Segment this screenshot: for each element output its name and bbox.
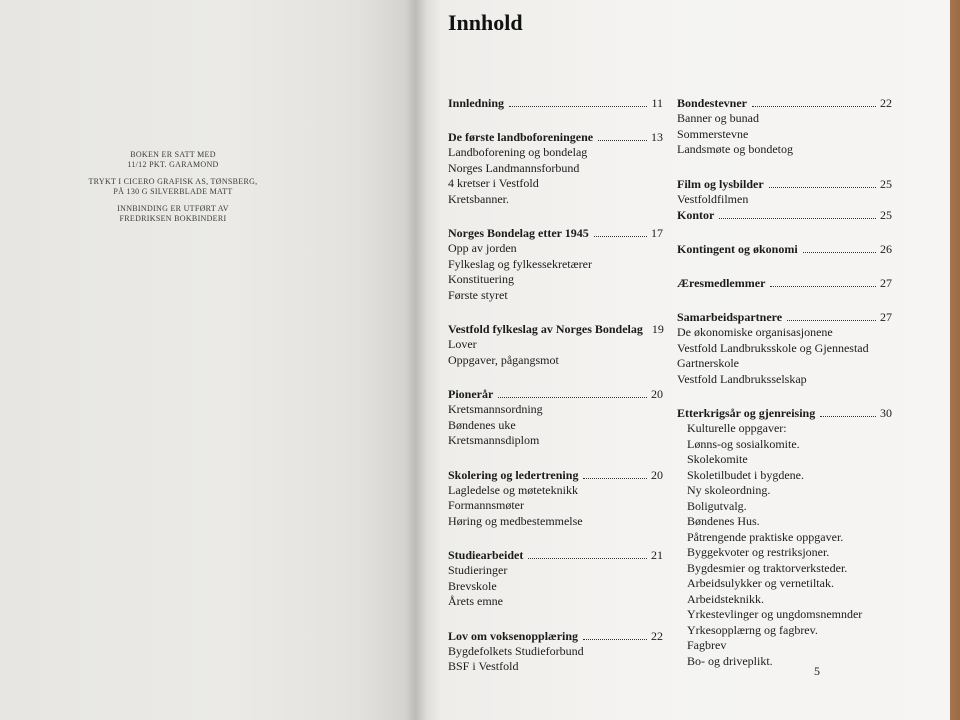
- toc-section: [448, 129, 663, 207]
- colophon-line: PÅ 130 G SILVERBLADE MATT: [113, 187, 233, 196]
- toc-heading-title: Studiearbeidet: [448, 548, 524, 562]
- toc-heading-title: Lov om voksenopplæring: [448, 628, 579, 643]
- toc-page-number: 25: [880, 208, 892, 222]
- toc-subitem: Arbeidsteknikk.: [687, 591, 764, 606]
- toc-page-number: 20: [651, 467, 663, 482]
- toc-section: [677, 95, 892, 158]
- toc-subitem: Studieringer: [448, 563, 508, 577]
- toc-page-number: 20: [651, 387, 663, 401]
- toc-subitem: Skoletilbudet i bygdene.: [687, 467, 804, 482]
- toc-leader-dots: [598, 140, 647, 141]
- toc-section: [448, 467, 663, 530]
- toc-subitem: Første styret: [448, 287, 508, 302]
- toc-heading: [448, 467, 663, 483]
- colophon: [68, 150, 278, 231]
- toc-subitem: Ny skoleordning.: [687, 483, 771, 497]
- toc-subitem: Lagledelse og møteteknikk: [448, 482, 578, 497]
- toc-section: [677, 275, 892, 291]
- toc-section: [677, 176, 892, 208]
- toc-heading: [677, 241, 892, 257]
- toc-page-number: 26: [880, 242, 892, 256]
- toc-page-number: 22: [880, 96, 892, 110]
- toc-subitem: Lover: [448, 337, 477, 351]
- toc-heading: [448, 547, 663, 563]
- toc-page-number: 19: [651, 322, 664, 336]
- toc-leader-dots: [583, 478, 647, 479]
- toc-subitem: Bøndenes Hus.: [687, 514, 760, 528]
- toc-subitem: Kretsmannsordning: [448, 402, 543, 416]
- toc-section: [677, 405, 892, 669]
- toc-heading: [448, 95, 663, 111]
- toc-subitem: Gartnerskole: [677, 356, 739, 370]
- toc-section: [448, 95, 663, 111]
- toc-heading: [677, 405, 892, 421]
- toc-heading-title: Vestfold fylkeslag av Norges Bondelag: [448, 322, 643, 336]
- toc-page-number: 11: [651, 96, 663, 110]
- page-title: Innhold: [448, 10, 523, 35]
- toc-heading-title: Etterkrigsår og gjenreising: [677, 406, 816, 420]
- toc-section: [448, 386, 663, 449]
- toc-heading: [448, 129, 663, 145]
- toc-subitem: Bygdefolkets Studieforbund: [448, 643, 584, 658]
- colophon-line: FREDRIKSEN BOKBINDERI: [119, 214, 227, 223]
- toc-heading: [448, 628, 663, 644]
- toc-subitem: Skolekomite: [687, 452, 748, 466]
- toc-subitem: Sommerstevne: [677, 126, 749, 141]
- toc-page-number: 17: [651, 226, 663, 240]
- toc-leader-dots: [528, 558, 647, 559]
- toc-subitem: Konstituering: [448, 272, 514, 286]
- toc-leader-dots: [803, 252, 876, 253]
- toc-heading-title: Æresmedlemmer: [677, 276, 766, 290]
- toc-heading-title: Skolering og ledertrening: [448, 467, 579, 482]
- toc-subitem: Høring og medbestemmelse: [448, 513, 583, 528]
- toc-leader-dots: [752, 106, 876, 107]
- toc-heading: [448, 225, 663, 241]
- toc-page-number: 25: [880, 176, 892, 191]
- toc-subitem: Årets emne: [448, 594, 503, 608]
- toc-heading-title: De første landboforeningene: [448, 130, 594, 144]
- toc-subitem: Byggekvoter og restriksjoner.: [687, 545, 830, 559]
- toc-subitem: Formannsmøter: [448, 498, 524, 512]
- toc-subitem: Brevskole: [448, 578, 497, 593]
- toc-subitem: Påtrengende praktiske oppgaver.: [687, 529, 844, 544]
- toc-leader-dots: [787, 320, 876, 321]
- toc-leader-dots: [583, 639, 647, 640]
- toc-page-number: 21: [651, 548, 663, 562]
- toc-heading: [677, 95, 892, 111]
- left-page: [0, 0, 420, 720]
- colophon-block: [68, 177, 278, 197]
- colophon-line: INNBINDING ER UTFØRT AV: [117, 204, 229, 213]
- toc-section: [677, 207, 892, 223]
- toc-subitem: Kretsmannsdiplom: [448, 433, 540, 447]
- toc-subitem: De økonomiske organisasjonene: [677, 325, 833, 339]
- page-number: 5: [814, 664, 820, 678]
- toc-page-number: 30: [880, 406, 892, 420]
- toc-section: [677, 241, 892, 257]
- colophon-line: TRYKT I CICERO GRAFISK AS, TØNSBERG,: [88, 177, 258, 186]
- toc-subitem: Kulturelle oppgaver:: [687, 421, 787, 435]
- toc-heading-title: Kontingent og økonomi: [677, 242, 798, 256]
- toc-subitem: Arbeidsulykker og vernetiltak.: [687, 576, 834, 590]
- book-gutter: [405, 0, 427, 720]
- toc-column-left: [448, 95, 663, 693]
- toc-heading-title: Pionerår: [448, 387, 494, 401]
- toc-subitem: BSF i Vestfold: [448, 659, 519, 673]
- colophon-block: [68, 204, 278, 224]
- toc-subitem: Fylkeslag og fylkessekretærer: [448, 256, 592, 271]
- toc-leader-dots: [594, 236, 647, 237]
- toc-subitem: Opp av jorden: [448, 241, 517, 255]
- colophon-line: BOKEN ER SATT MED: [130, 150, 216, 159]
- toc-section: [448, 321, 663, 368]
- toc-leader-dots: [770, 286, 876, 287]
- toc-subitem: Vestfoldfilmen: [677, 191, 749, 206]
- toc-section: [448, 225, 663, 303]
- toc-heading: [677, 207, 892, 223]
- toc-subitem: Yrkestevlinger og ungdomsnemnder: [687, 607, 863, 621]
- toc-page-number: 13: [651, 130, 663, 144]
- toc-subitem: Landboforening og bondelag: [448, 145, 588, 159]
- toc-subitem: Oppgaver, pågangsmot: [448, 352, 559, 367]
- toc-heading-title: Kontor: [677, 208, 715, 222]
- toc-leader-dots: [769, 187, 876, 188]
- toc-page-number: 22: [651, 628, 663, 643]
- toc-heading-title: Film og lysbilder: [677, 176, 764, 191]
- toc-subitem: Banner og bunad: [677, 111, 759, 125]
- toc-subitem: Lønns-og sosialkomite.: [687, 436, 800, 451]
- toc-heading: [448, 321, 663, 337]
- toc-subitem: Yrkesopplærng og fagbrev.: [687, 622, 818, 637]
- toc-leader-dots: [719, 218, 876, 219]
- toc-section: [448, 628, 663, 675]
- toc-subitem: Vestfold Landbruksskole og Gjennestad: [677, 340, 869, 355]
- toc-subitem: Vestfold Landbruksselskap: [677, 371, 807, 386]
- toc-heading-title: Bondestevner: [677, 96, 747, 110]
- toc-heading-title: Norges Bondelag etter 1945: [448, 226, 589, 240]
- toc-leader-dots: [820, 416, 876, 417]
- colophon-line: 11/12 PKT. GARAMOND: [127, 160, 219, 169]
- toc-section: [448, 547, 663, 610]
- toc-heading: [448, 386, 663, 402]
- toc-subitem: 4 kretser i Vestfold: [448, 176, 539, 190]
- toc-heading-title: Innledning: [448, 96, 505, 110]
- toc-page-number: 27: [880, 310, 892, 324]
- toc-subitem: Kretsbanner.: [448, 191, 509, 206]
- toc-heading: [677, 309, 892, 325]
- toc-page-number: 27: [880, 276, 892, 290]
- toc-heading: [677, 275, 892, 291]
- toc-subitem: Boligutvalg.: [687, 498, 747, 513]
- toc-subitem: Bygdesmier og traktorverksteder.: [687, 560, 848, 575]
- toc-subitem: Bo- og driveplikt.: [687, 653, 773, 668]
- toc-column-right: [677, 95, 892, 687]
- toc-leader-dots: [509, 106, 647, 107]
- toc-subitem: Fagbrev: [687, 638, 727, 652]
- toc-section: [677, 309, 892, 387]
- toc-leader-dots: [498, 397, 647, 398]
- toc-subitem: Landsmøte og bondetog: [677, 142, 793, 156]
- colophon-block: [68, 150, 278, 170]
- toc-heading: [677, 176, 892, 192]
- toc-subitem: Norges Landmannsforbund: [448, 160, 580, 175]
- toc-heading-title: Samarbeidspartnere: [677, 310, 783, 324]
- toc-subitem: Bøndenes uke: [448, 417, 516, 432]
